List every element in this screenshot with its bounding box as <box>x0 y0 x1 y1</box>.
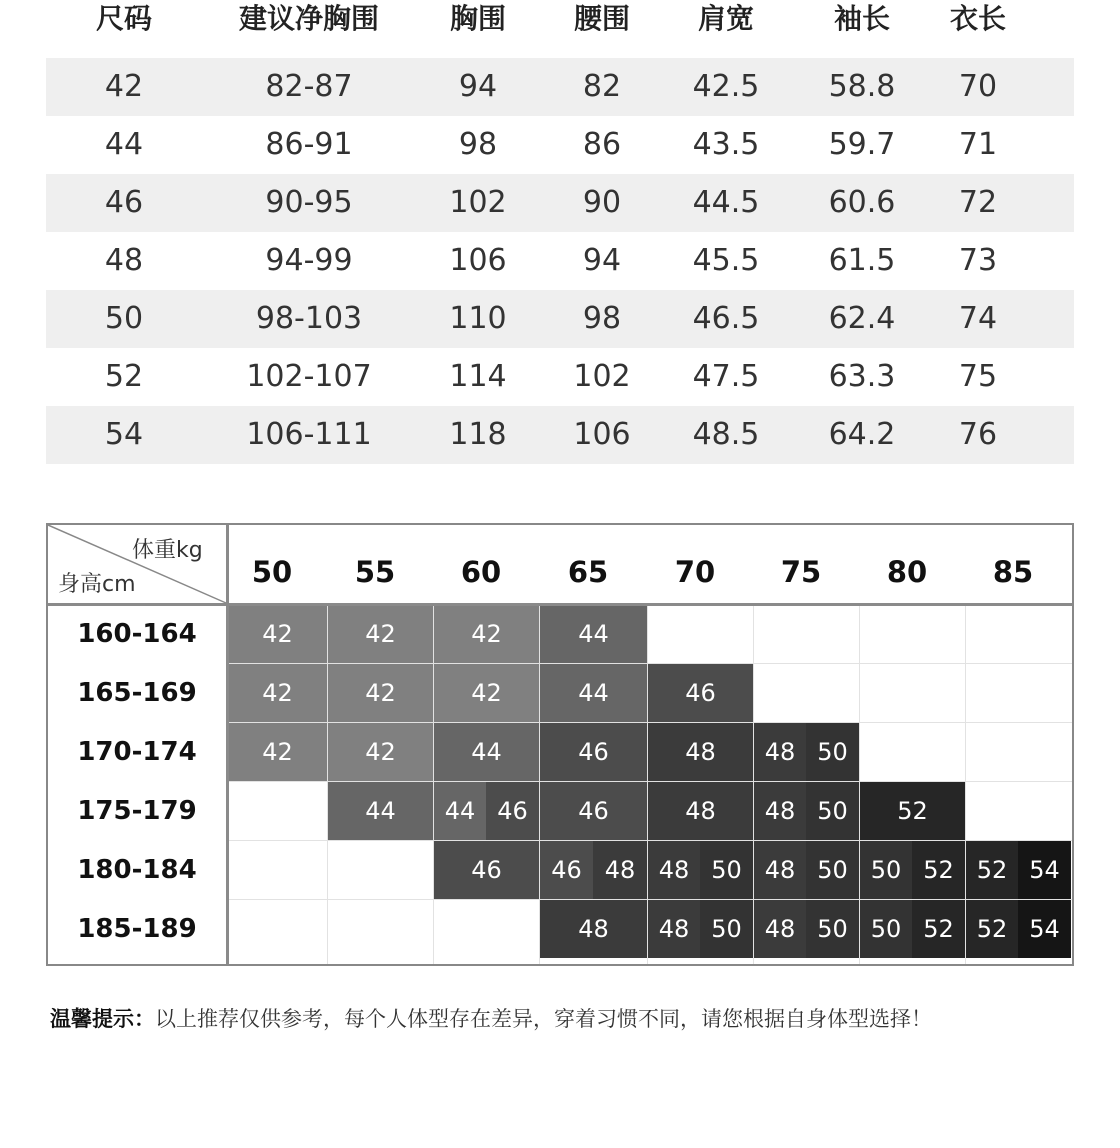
size-table-cell: 50 <box>104 301 144 336</box>
size-cell: 46 <box>434 841 539 899</box>
size-cell-split <box>754 841 859 899</box>
size-cell: 42 <box>328 605 433 663</box>
size-cell: 42 <box>228 664 327 722</box>
size-table-cell: 58.8 <box>828 69 896 104</box>
size-cell: 46 <box>540 782 647 840</box>
size-cell-split <box>966 841 1071 899</box>
height-row-label: 170-174 <box>77 737 197 767</box>
size-table-header-cell: 尺码 <box>95 2 152 35</box>
size-table-cell: 42.5 <box>692 69 760 104</box>
size-cell-part: 44 <box>434 782 486 840</box>
size-table-cell: 106 <box>573 417 631 452</box>
size-table-cell: 44 <box>104 127 144 162</box>
size-table-cell: 110 <box>449 301 507 336</box>
weight-header-5: 75 <box>780 555 822 589</box>
size-table-header-cell: 建议净胸围 <box>238 2 379 35</box>
size-cell: 46 <box>540 723 647 781</box>
size-table-cell: 46 <box>104 185 144 220</box>
size-cell-part: 52 <box>912 841 965 899</box>
size-cell: 42 <box>228 605 327 663</box>
size-cell-part: 48 <box>648 841 700 899</box>
height-row-label: 175-179 <box>77 796 197 826</box>
size-cell-split <box>434 782 539 840</box>
size-table-cell: 61.5 <box>828 243 896 278</box>
size-table-cell: 46.5 <box>692 301 760 336</box>
size-table <box>46 0 1074 464</box>
size-table-header-cell: 袖长 <box>833 2 890 35</box>
size-cell-part: 50 <box>806 723 859 781</box>
size-cell: 42 <box>434 605 539 663</box>
size-cell-split <box>754 900 859 958</box>
height-row-label: 180-184 <box>77 855 197 885</box>
size-cell-part: 48 <box>754 900 806 958</box>
size-cell-part: 50 <box>860 841 912 899</box>
size-table-cell: 70 <box>958 69 998 104</box>
size-table-cell: 98 <box>458 127 498 162</box>
size-cell-part: 54 <box>1018 841 1071 899</box>
size-table-cell: 59.7 <box>828 127 896 162</box>
size-table-cell: 94 <box>582 243 622 278</box>
size-cell: 44 <box>540 664 647 722</box>
size-table-cell: 86 <box>582 127 622 162</box>
size-table-cell: 60.6 <box>828 185 896 220</box>
size-table-row <box>46 58 1074 116</box>
size-cell: 46 <box>648 664 753 722</box>
size-cell: 44 <box>328 782 433 840</box>
size-table-cell: 102-107 <box>246 359 372 394</box>
size-table-cell: 71 <box>958 127 998 162</box>
size-cell-split <box>754 723 859 781</box>
size-cell: 48 <box>540 900 647 958</box>
grid-divider-horizontal <box>48 603 1072 606</box>
size-cell-split <box>648 900 753 958</box>
tip-label: 温馨提示： <box>50 1007 155 1031</box>
height-row-label: 160-164 <box>77 619 197 649</box>
size-table-cell: 43.5 <box>692 127 760 162</box>
size-cell-part: 46 <box>486 782 539 840</box>
size-cell-part: 48 <box>754 782 806 840</box>
size-cell-split <box>860 841 965 899</box>
weight-header-6: 80 <box>886 555 928 589</box>
size-table-header-cell: 衣长 <box>949 2 1006 35</box>
size-cell-split <box>754 782 859 840</box>
size-table-cell: 52 <box>104 359 144 394</box>
size-table-row <box>46 174 1074 232</box>
size-table-row <box>46 406 1074 464</box>
height-row-label: 165-169 <box>77 678 197 708</box>
size-table-cell: 98 <box>582 301 622 336</box>
size-cell: 42 <box>228 723 327 781</box>
weight-header-1: 55 <box>354 555 396 589</box>
size-table-cell: 48 <box>104 243 144 278</box>
size-table-cell: 45.5 <box>692 243 760 278</box>
size-table-row <box>46 348 1074 406</box>
size-cell-part: 48 <box>754 841 806 899</box>
size-cell-part: 50 <box>860 900 912 958</box>
size-table-cell: 48.5 <box>692 417 760 452</box>
size-table-cell: 44.5 <box>692 185 760 220</box>
size-cell: 44 <box>540 605 647 663</box>
weight-header-3: 65 <box>567 555 609 589</box>
size-table-header <box>46 0 1074 54</box>
weight-header-4: 70 <box>674 555 716 589</box>
size-cell-part: 50 <box>700 841 753 899</box>
size-table-cell: 86-91 <box>265 127 353 162</box>
size-table-row <box>46 290 1074 348</box>
size-cell: 48 <box>648 782 753 840</box>
size-table-cell: 94 <box>458 69 498 104</box>
size-cell: 42 <box>328 723 433 781</box>
size-cell-split <box>648 841 753 899</box>
height-axis-label: 身高cm <box>58 572 136 597</box>
weight-header-0: 50 <box>251 555 293 589</box>
size-table-cell: 76 <box>958 417 998 452</box>
size-table-header-cell: 肩宽 <box>697 2 754 35</box>
size-table-header-cell: 腰围 <box>573 2 630 35</box>
size-table-cell: 102 <box>449 185 507 220</box>
weight-header-7: 85 <box>992 555 1034 589</box>
size-table-cell: 54 <box>104 417 144 452</box>
weight-header-2: 60 <box>460 555 502 589</box>
size-cell-part: 52 <box>966 841 1018 899</box>
size-table-cell: 73 <box>958 243 998 278</box>
tip-text: 以上推荐仅供参考，每个人体型存在差异，穿着习惯不同，请您根据自身体型选择！ <box>155 1007 932 1031</box>
size-cell: 48 <box>648 723 753 781</box>
size-table-cell: 90 <box>582 185 622 220</box>
size-table-cell: 118 <box>449 417 507 452</box>
size-table-cell: 82-87 <box>265 69 353 104</box>
size-table-cell: 98-103 <box>255 301 363 336</box>
size-cell-part: 48 <box>593 841 647 899</box>
size-table-row <box>46 232 1074 290</box>
size-table-header-cell: 胸围 <box>449 2 506 35</box>
size-table-row <box>46 116 1074 174</box>
size-cell-part: 50 <box>806 782 859 840</box>
size-cell-part: 52 <box>966 900 1018 958</box>
size-cell-part: 50 <box>700 900 753 958</box>
size-table-cell: 102 <box>573 359 631 394</box>
size-cell: 52 <box>860 782 965 840</box>
size-cell-part: 54 <box>1018 900 1071 958</box>
weight-axis-label: 体重kg <box>132 538 203 563</box>
size-cell-part: 48 <box>754 723 806 781</box>
size-table-cell: 74 <box>958 301 998 336</box>
size-recommendation-grid <box>46 523 1074 966</box>
tip-note <box>50 1003 932 1033</box>
size-table-cell: 106 <box>449 243 507 278</box>
size-cell-split <box>860 900 965 958</box>
size-cell: 42 <box>328 664 433 722</box>
size-table-cell: 82 <box>582 69 622 104</box>
size-cell: 42 <box>434 664 539 722</box>
size-table-cell: 114 <box>449 359 507 394</box>
size-cell-part: 50 <box>806 900 859 958</box>
size-table-cell: 94-99 <box>265 243 353 278</box>
size-cell-part: 50 <box>806 841 859 899</box>
size-table-cell: 75 <box>958 359 998 394</box>
size-table-cell: 62.4 <box>828 301 896 336</box>
size-table-cell: 47.5 <box>692 359 760 394</box>
height-row-label: 185-189 <box>77 914 197 944</box>
size-table-cell: 106-111 <box>246 417 372 452</box>
size-table-cell: 64.2 <box>828 417 896 452</box>
size-cell-part: 48 <box>648 900 700 958</box>
size-cell-split <box>966 900 1071 958</box>
size-cell-part: 46 <box>540 841 593 899</box>
size-table-cell: 72 <box>958 185 998 220</box>
grid-divider-vertical <box>226 525 229 964</box>
size-cell: 44 <box>434 723 539 781</box>
size-table-cell: 90-95 <box>265 185 353 220</box>
size-cell-part: 52 <box>912 900 965 958</box>
size-cell-split <box>540 841 647 899</box>
size-table-cell: 42 <box>104 69 144 104</box>
size-table-cell: 63.3 <box>828 359 896 394</box>
